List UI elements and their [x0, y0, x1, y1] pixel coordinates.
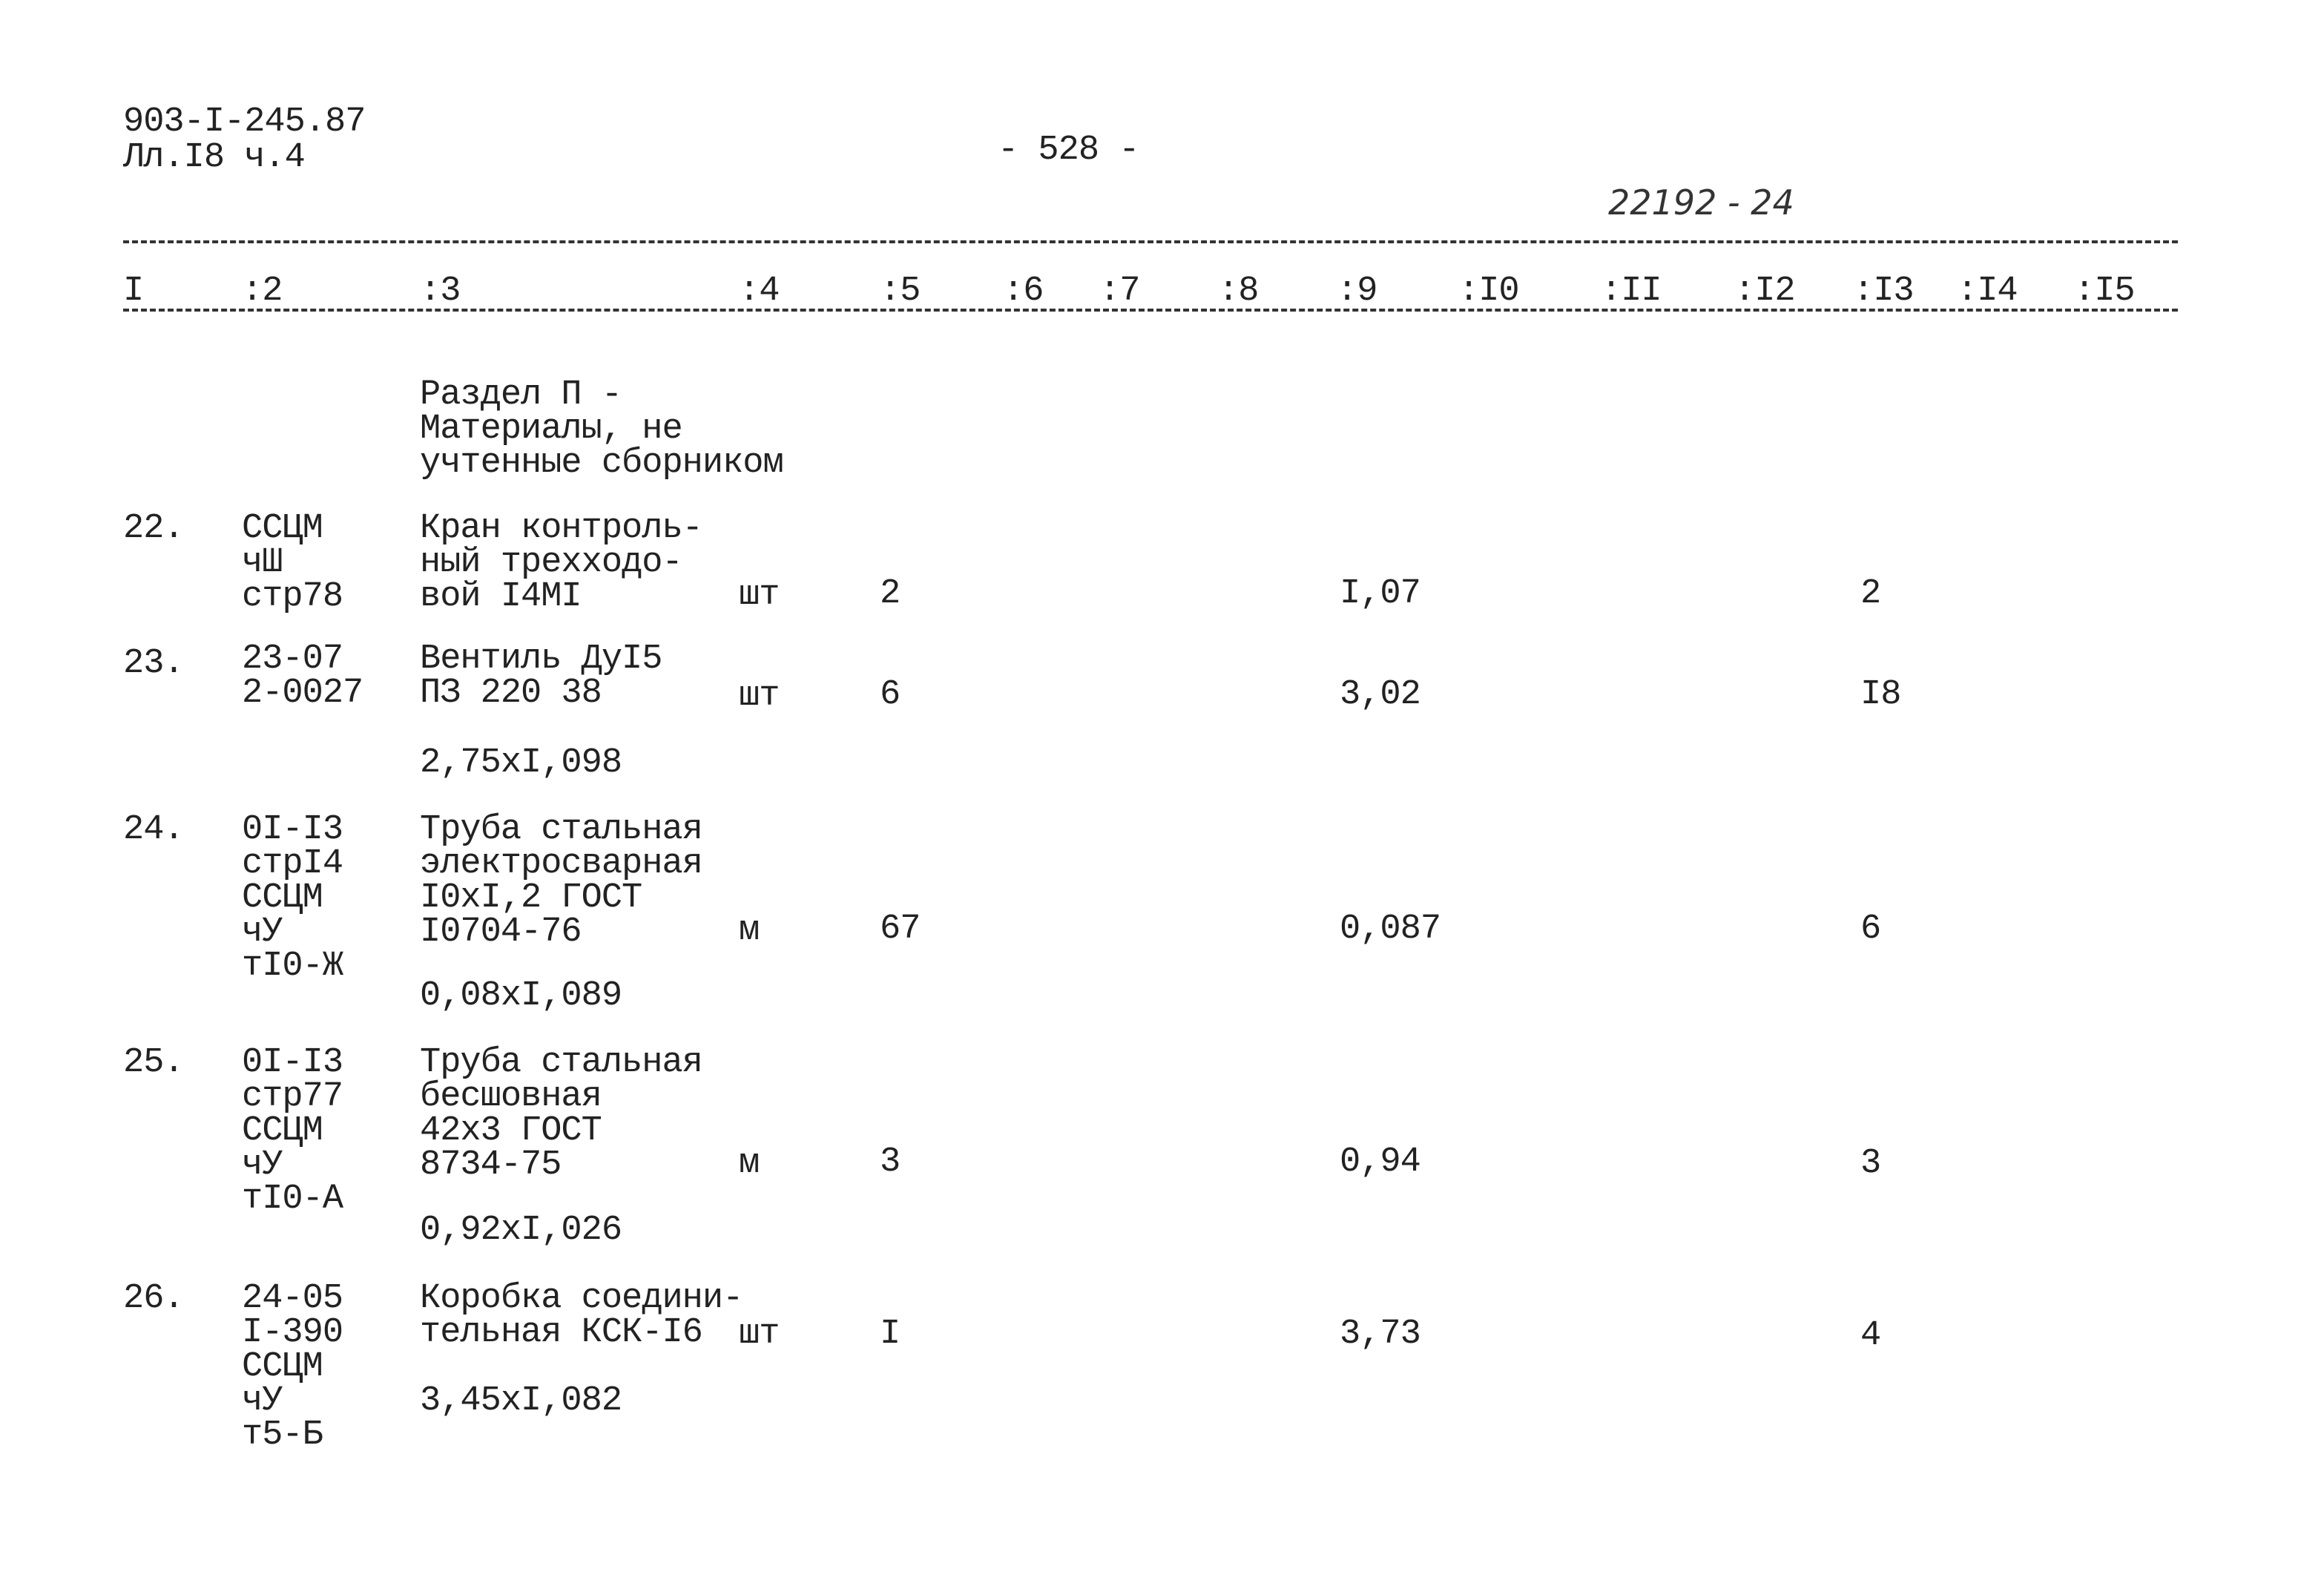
row-name: Труба стальная бесшовная 42x3 ГОСТ 8734-75	[420, 1043, 702, 1185]
column-header: :I0	[1458, 272, 1519, 311]
row-number: 25.	[123, 1043, 184, 1082]
row-number: 26.	[123, 1279, 184, 1318]
column-header: :2	[242, 272, 283, 311]
column-header: :5	[880, 272, 921, 311]
row-price: 0,94	[1340, 1142, 1421, 1182]
row-unit: м	[739, 1144, 760, 1183]
row-col13: 6	[1860, 909, 1881, 949]
row-formula: 0,08xI,089	[420, 976, 622, 1016]
column-header: :9	[1337, 272, 1377, 311]
row-number: 24.	[123, 810, 184, 849]
row-unit: шт	[739, 1315, 780, 1354]
table-top-rule	[123, 240, 2178, 243]
row-quantity: 3	[880, 1142, 901, 1182]
row-formula: 3,45xI,082	[420, 1381, 622, 1421]
row-col13: 3	[1860, 1144, 1881, 1183]
row-col13: 2	[1860, 574, 1881, 613]
column-header: :I4	[1957, 272, 2018, 311]
row-name: Коробка соедини- тельная КСК-I6	[420, 1279, 743, 1352]
row-code: 0I-I3 стр77 ССЦМ чУ тI0-А	[242, 1043, 343, 1219]
handwritten-code: 22192 - 24	[1608, 182, 1794, 223]
column-header: :I2	[1734, 272, 1795, 311]
column-header: :3	[420, 272, 461, 311]
row-unit: шт	[739, 677, 780, 716]
column-header: I	[123, 272, 144, 311]
row-code: 24-05 I-390 ССЦМ чУ т5-Б	[242, 1279, 343, 1455]
row-number: 23.	[123, 644, 184, 683]
sheet-reference: Лл.I8 ч.4	[123, 138, 305, 177]
row-name: Кран контроль- ный трехходо- вой I4MI	[420, 509, 702, 616]
column-header: :I3	[1853, 272, 1914, 311]
column-header: :II	[1601, 272, 1662, 311]
column-header: :6	[1003, 272, 1044, 311]
row-code: 0I-I3 стрI4 ССЦМ чУ тI0-Ж	[242, 810, 343, 986]
row-col13: I8	[1860, 675, 1901, 714]
row-name: Труба стальная электросварная I0xI,2 ГОСТ I0704-76	[420, 810, 702, 952]
column-header: :4	[739, 272, 780, 311]
row-unit: шт	[739, 576, 780, 615]
section-title: Раздел П - Материалы, не учтенные сборником	[420, 375, 783, 483]
row-price: I,07	[1340, 574, 1421, 613]
row-price: 0,087	[1340, 909, 1441, 949]
row-name: Вентиль ДуI5 ПЗ 220 38	[420, 639, 662, 713]
row-formula: 0,92xI,026	[420, 1211, 622, 1250]
page-number: - 528 -	[998, 131, 1139, 170]
row-price: 3,02	[1340, 675, 1421, 714]
row-number: 22.	[123, 509, 184, 548]
row-code: 23-07 2-0027	[242, 639, 363, 713]
row-unit: м	[739, 911, 760, 950]
row-col13: 4	[1860, 1316, 1881, 1355]
row-formula: 2,75xI,098	[420, 743, 622, 783]
row-quantity: 6	[880, 675, 901, 714]
row-price: 3,73	[1340, 1315, 1421, 1354]
column-header: :7	[1099, 272, 1140, 311]
document-code: 903-I-245.87	[123, 102, 366, 142]
column-header: :8	[1218, 272, 1259, 311]
row-quantity: 67	[880, 909, 921, 949]
row-quantity: 2	[880, 574, 901, 613]
row-code: ССЦМ чШ стр78	[242, 509, 343, 616]
column-header: :I5	[2074, 272, 2135, 311]
row-quantity: I	[880, 1315, 901, 1354]
